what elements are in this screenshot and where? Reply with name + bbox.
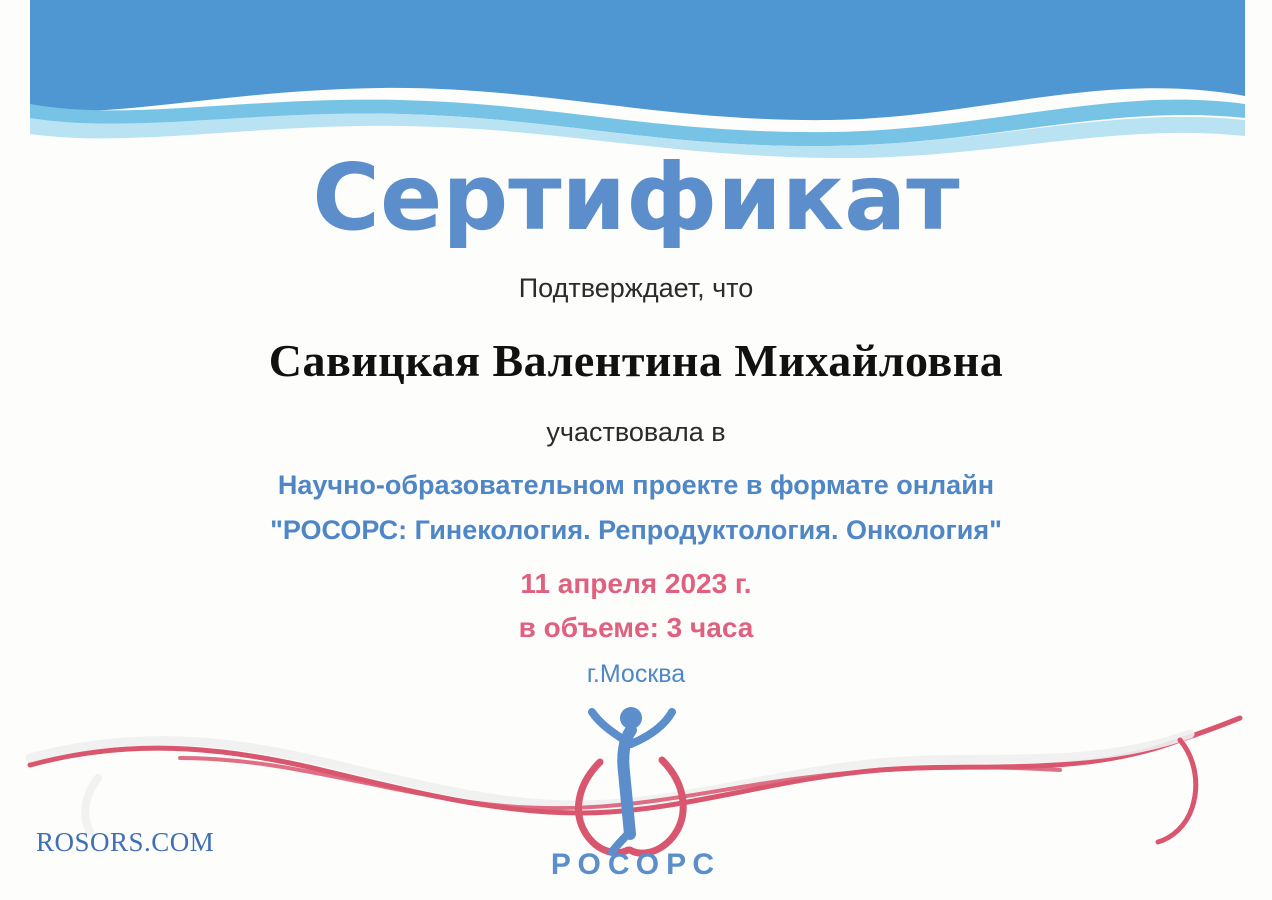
event-date: 11 апреля 2023 г. (520, 567, 752, 599)
recipient-name: Савицкая Валентина Михайловна (268, 334, 1004, 386)
participation-label: участвовала в (546, 416, 726, 447)
page-title: Сертификат (312, 144, 960, 251)
brand-name: РОСОРС (550, 848, 722, 881)
dancing-figure-icon (578, 707, 683, 853)
top-wave-decoration (0, 0, 1272, 160)
certificate-body (0, 144, 1272, 689)
project-title: "РОСОРС: Гинекология. Репродуктология. Онкология" (270, 514, 1002, 545)
project-line: Научно-образовательном проекте в формате онлайн (277, 469, 995, 500)
site-url: ROSORS.COM (36, 827, 215, 857)
confirms-label: Подтверждает, что (518, 272, 754, 303)
wave-graphic-icon (0, 0, 1272, 160)
event-volume: в объеме: 3 часа (518, 611, 754, 643)
event-city: г.Москва (586, 659, 686, 688)
